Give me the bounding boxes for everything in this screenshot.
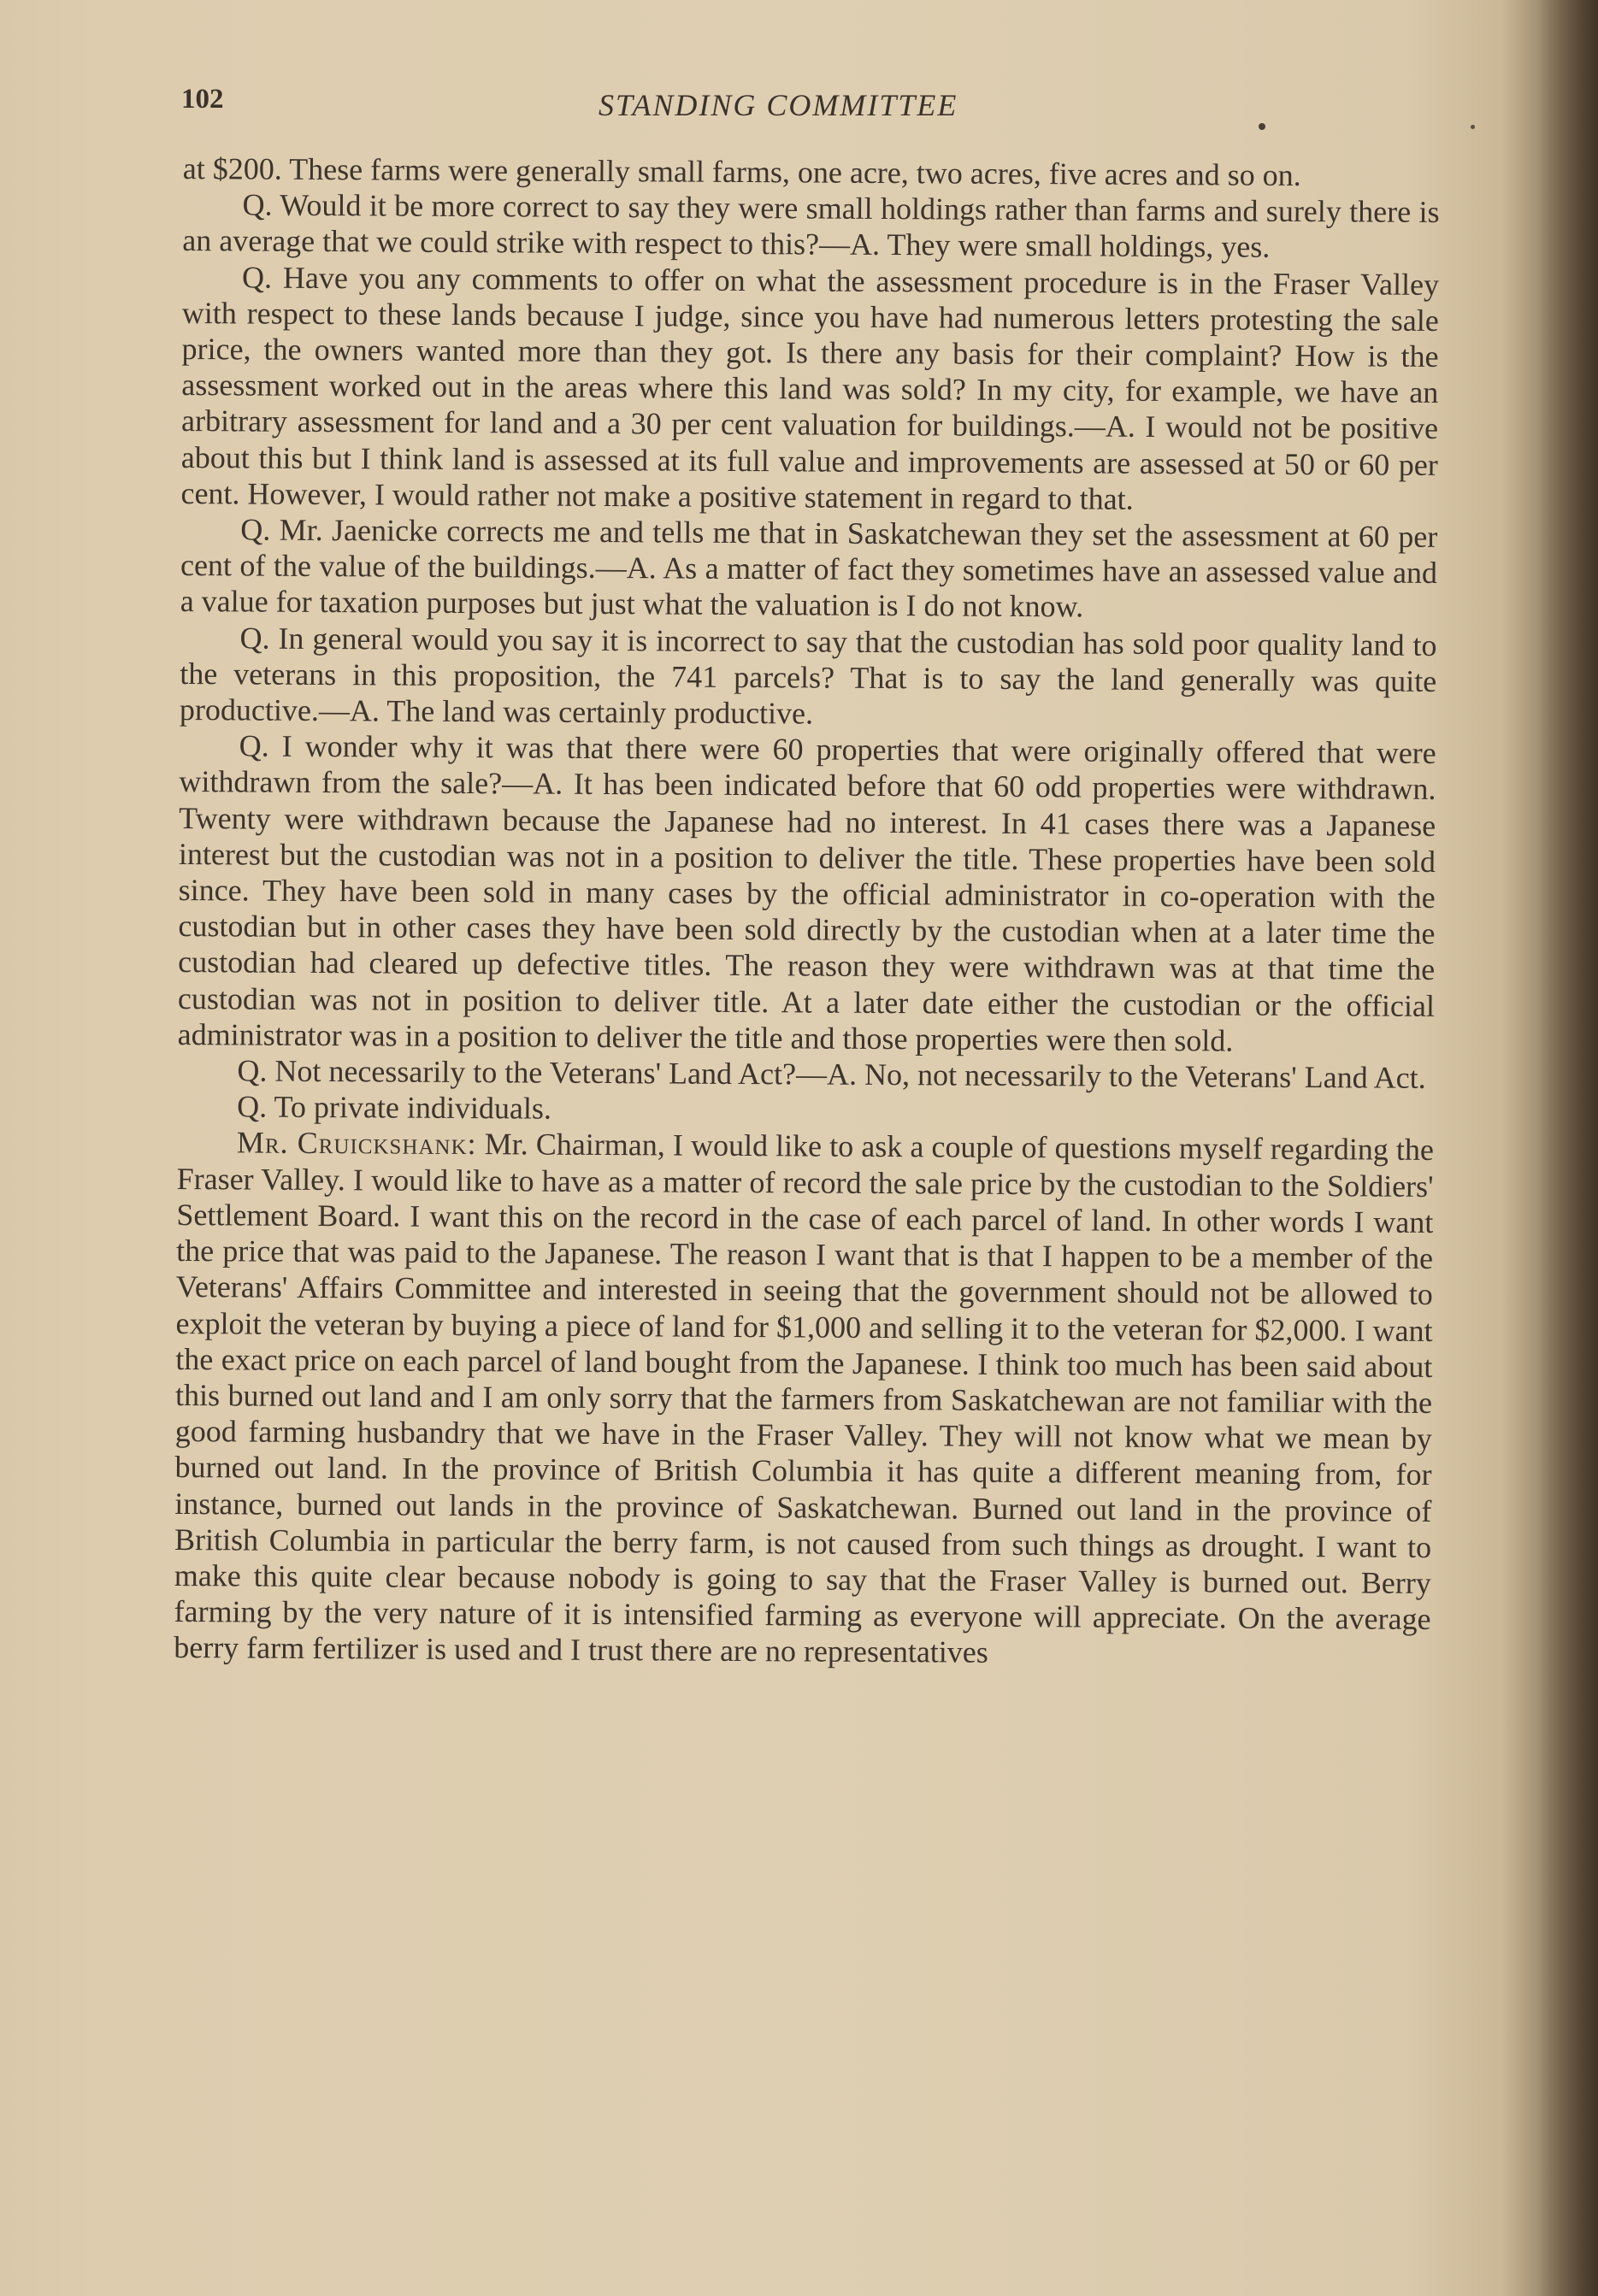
- paragraph: Q. In general would you say it is incorrect to say that the custodian has sold poor quality land to the veterans in this proposition, the 741 parcels? That is to say the land generally was quite productive.—A. The land was certainly productive.: [179, 621, 1437, 731]
- page-header: [0, 79, 1598, 130]
- ink-speck: [1471, 125, 1475, 129]
- paragraph: Q. Would it be more correct to say they were small holdings rather than farms and surely there is an average that we could strike with respect to this?—A. They were small holdings, yes.: [182, 187, 1440, 265]
- paragraph: Q. Have you any comments to offer on what the assessment procedure is in the Fraser Valley with respect to these lands because I judge, since you have had numerous letters protesting the sale price, the owners wanted more than they got. Is there any basis for their complaint? How is the assessment worked out in the areas where this land was sold? In my city, for example, we have an arbitrary assessment for land and a 30 per cent valuation for buildings.—A. I would not be positive about this but I think land is assessed at its full value and improvements are assessed at 50 or 60 per cent. However, I would rather not make a positive statement in regard to that.: [180, 260, 1440, 516]
- running-head: STANDING COMMITTEE: [599, 88, 958, 122]
- book-spine-shadow: [1538, 0, 1598, 2296]
- paragraph: at $200. These farms were generally small farms, one acre, two acres, five acres and so on.: [182, 150, 1301, 192]
- page-number: 102: [181, 84, 224, 115]
- speech-paragraph: [174, 1124, 1434, 1673]
- paragraph: Q. Mr. Jaenicke corrects me and tells me that in Saskatchewan they set the assessment at 60 per cent of the value of the buildings.—A. As a matter of fact they sometimes have an assessed value and a value for taxation purposes but just what the valuation is I do not know.: [180, 512, 1438, 624]
- speaker-name: Mr. Cruickshank:: [236, 1125, 477, 1162]
- speech-text: Mr. Chairman, I would like to ask a couple of questions myself regarding the Fraser Valley. I would like to have as a matter of record the sale price by the custodian to the Soldiers' Settlement Board. I want this on the record in the case of each parcel of land. In other words I want the price that was paid to the Japanese. The reason I want that is that I happen to be a member of the Veterans' Affairs Committee and interested in seeing that the government should not be allowed to exploit the veteran by buying a piece of land for $1,000 and selling it to the veteran for $2,000. I want the exact price on each parcel of land bought from the Japanese. I think too much has been said about this burned out land and I am only sorry that the farmers from Saskatchewan are not familiar with the good farming husbandry that we have in the Fraser Valley. They will not know what we mean by burned out land. In the province of British Columbia it has quite a different meaning from, for instance, burned out lands in the province of Saskatchewan. Burned out land in the province of British Columbia in particular the berry farm, is not caused from such things as drought. I want to make this quite clear because nobody is going to say that the Fraser Valley is burned out. Berry farming by the very nature of it is intensified farming as everyone will appreciate. On the average berry farm fertilizer is used and I trust there are no representatives: [174, 1127, 1435, 1670]
- paragraph: Q. I wonder why it was that there were 60 properties that were originally offered that were withdrawn from the sale?—A. It has been indicated before that 60 odd properties were withdrawn. Twenty were withdrawn because the Japanese had no interest. In 41 cases there was a Japanese interest but the custodian was not in a position to deliver the title. These properties have been sold since. They have been sold in many cases by the official administrator in co-operation with the custodian but in other cases they have been sold directly by the custodian when at a later time the custodian had cleared up defective titles. The reason they were withdrawn was at that time the custodian was not in position to deliver title. At a later date either the custodian or the official administrator was in a position to deliver the title and those properties were then sold.: [177, 728, 1436, 1058]
- paragraph: Q. To private individuals.: [237, 1089, 552, 1126]
- page-body: [174, 150, 1440, 1673]
- paragraph: Q. Not necessarily to the Veterans' Land Act?—A. No, not necessarily to the Veterans' Land Act.: [237, 1053, 1426, 1095]
- ink-speck: [1259, 123, 1265, 130]
